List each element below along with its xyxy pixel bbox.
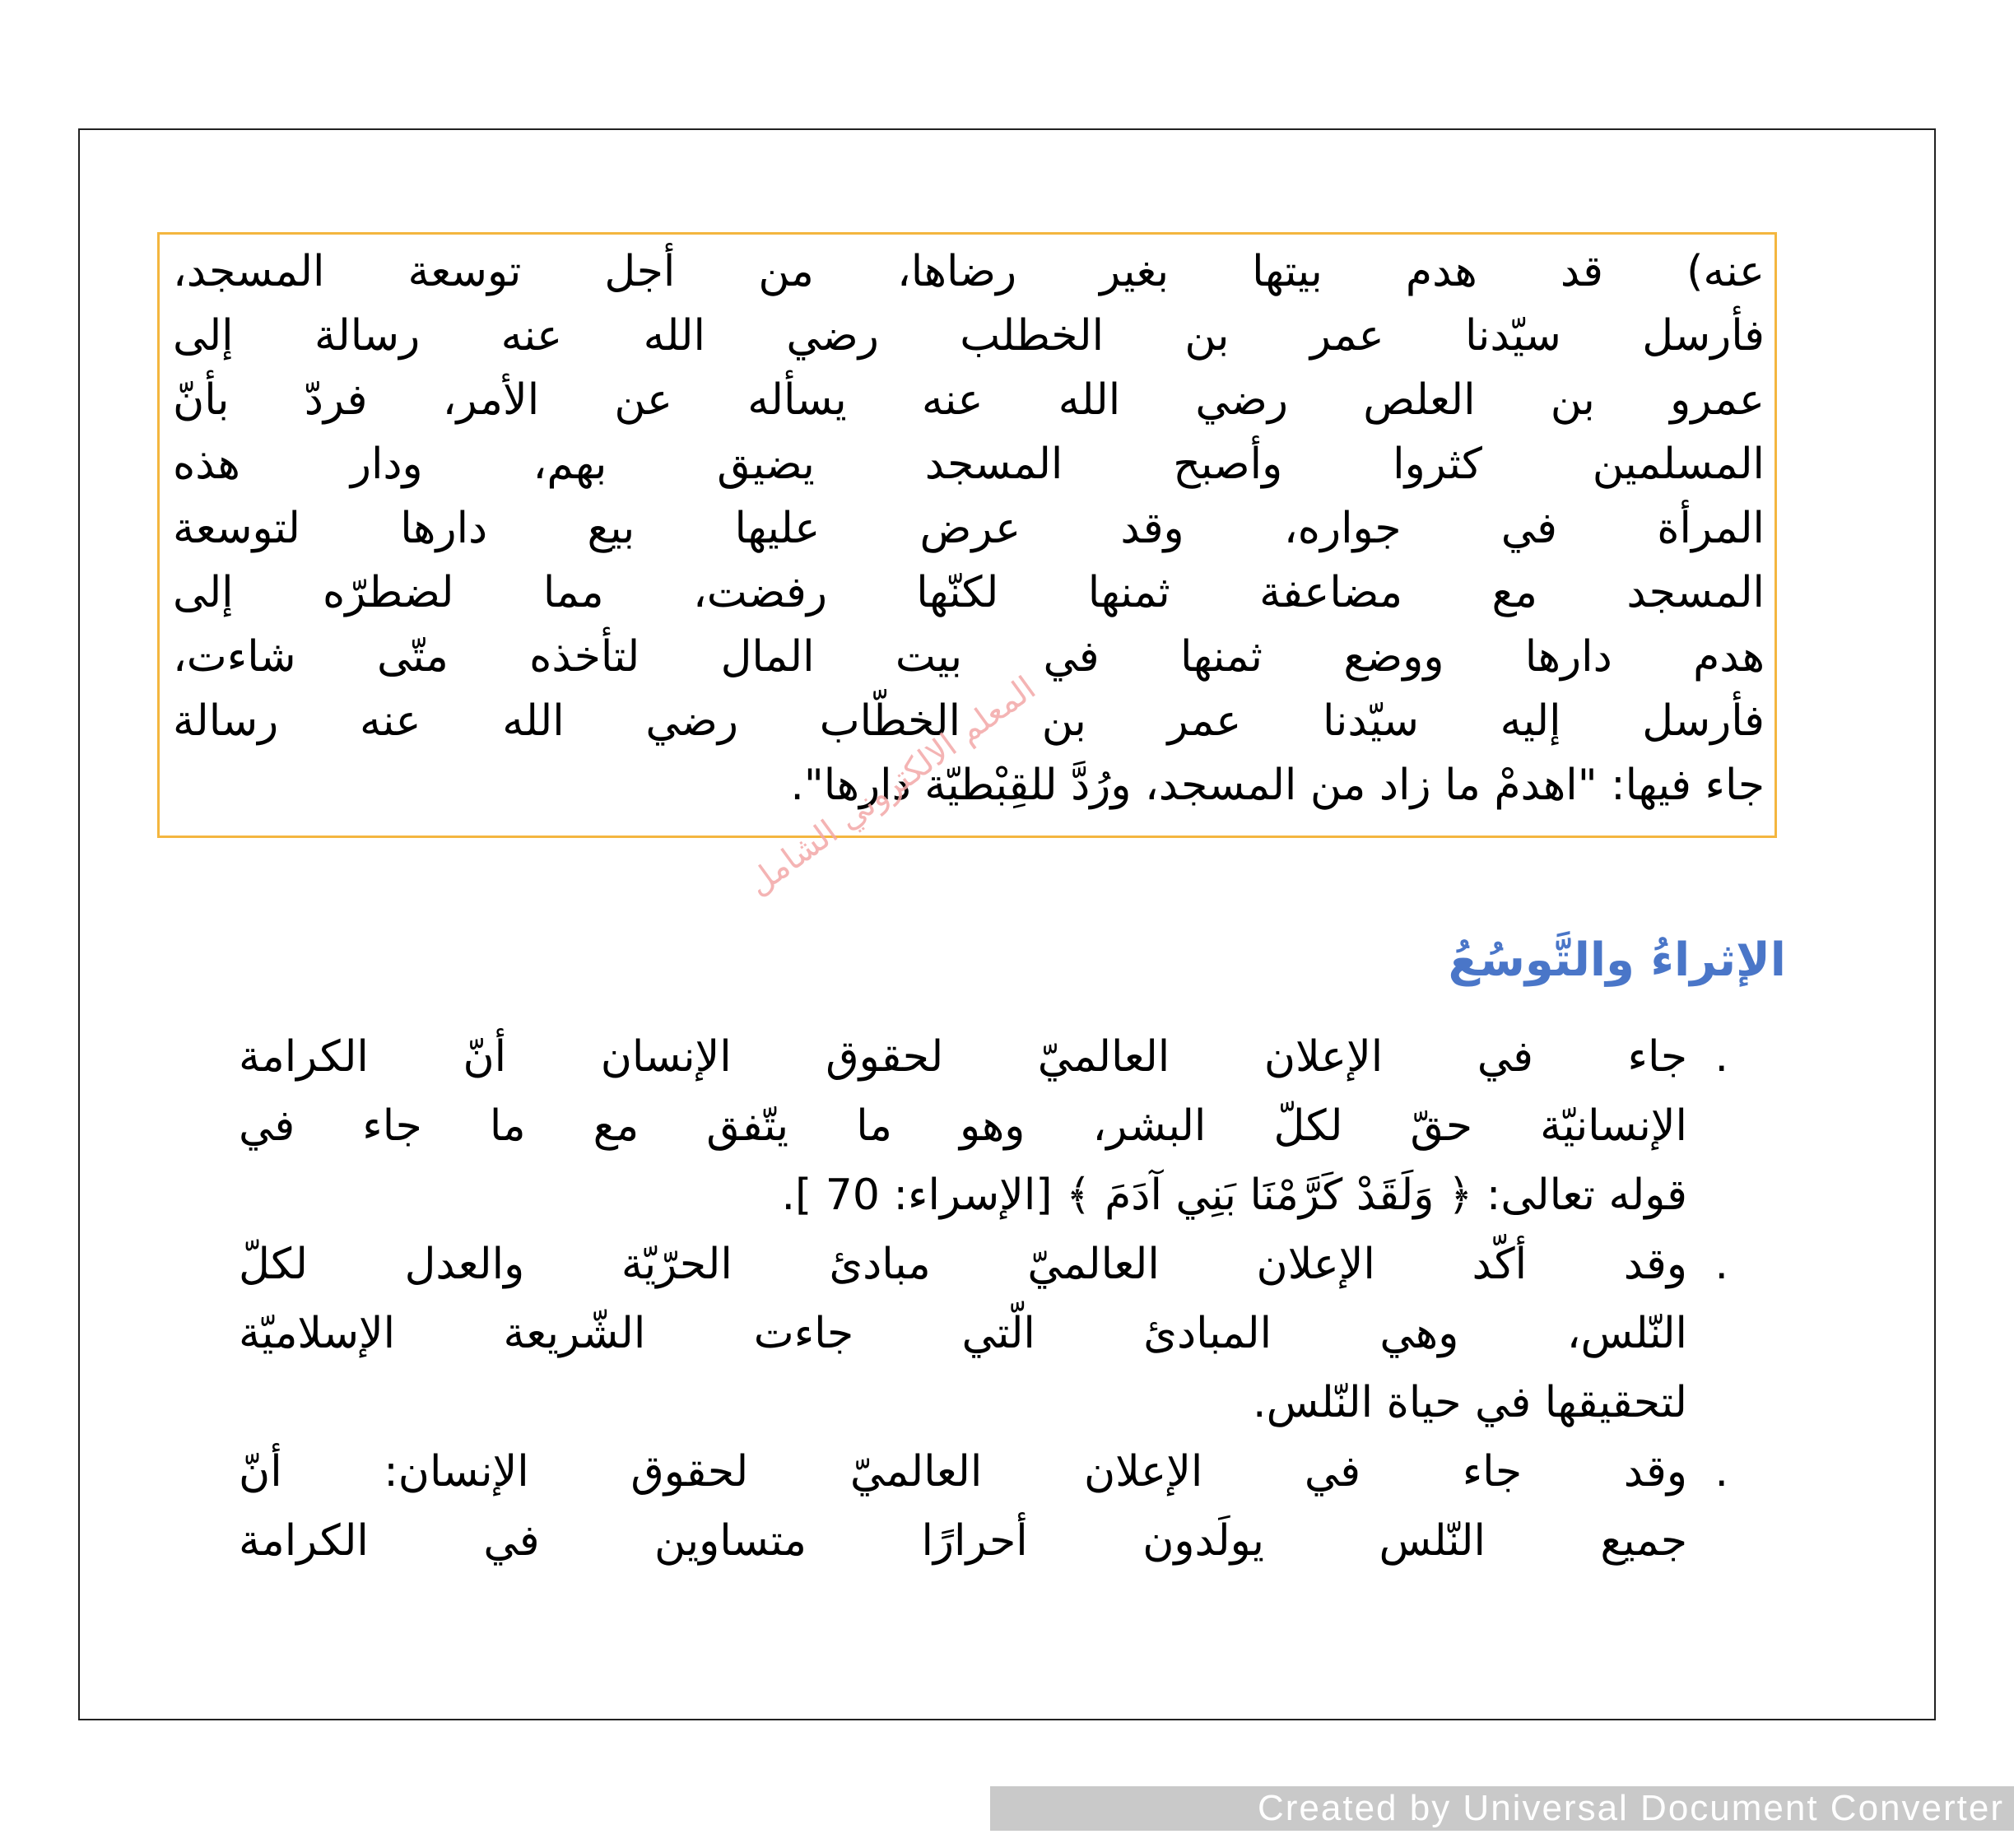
quote-line: هدم دارها ووضع ثمنها في بيت المال لتأخذه متّى شاءت،: [173, 632, 1765, 682]
bullet-line: قوله تعالى: ﴿ وَلَقَدْ كَرَّمْنَا بَنِي آدَمَ ﴾ [الإسراء: 70 ].: [781, 1171, 1687, 1220]
quote-line: عنه) قد هدم بيتها بغير رضاها، من أجل توسعة المسجد،: [173, 247, 1765, 296]
footer-text: Created by Universal Document Converter: [1257, 1788, 2004, 1828]
quote-line: فأرسل سيّدنا عمر بن الخطلب رضي الله عنه رسالة إلى: [173, 311, 1765, 361]
quote-line: جاء فيها: "اهدمْ ما زاد من المسجد، ورُدَّ للقِبْطيّة دارها".: [790, 761, 1765, 810]
bullet-marker: .: [1714, 1032, 1728, 1082]
quote-line: المسجد مع مضاعفة ثمنها لكنّها رفضت، مما لضطرّه إلى: [173, 568, 1765, 617]
bullet-list: [239, 1022, 1753, 1576]
bullet-marker: .: [1714, 1447, 1728, 1497]
bullet-marker: .: [1714, 1240, 1728, 1289]
quote-line: المرأة في جواره، وقد عرض عليها بيع دارها لتوسعة: [173, 504, 1765, 553]
bullet-item: [239, 1437, 1753, 1576]
bullet-line: جميع النّلس يولَدون أحرارًا متساوين في الكرامة: [239, 1516, 1687, 1566]
bullet-item: [239, 1230, 1753, 1437]
footer-banner: [990, 1786, 2014, 1831]
bullet-line: وقد جاء في الإعلان العالميّ لحقوق الإنسان: أنّ: [239, 1447, 1687, 1497]
quote-line: عمرو بن العلص رضي الله عنه يسأله عن الأمر، فردّ بأنّ: [173, 375, 1765, 425]
bullet-line: النّلس، وهي المبادئ الّتي جاءت الشّريعة الإسلاميّة: [239, 1309, 1687, 1358]
bullet-line: لتحقيقها في حياة النّلس.: [1253, 1378, 1687, 1427]
bullet-line: الإنسانيّة حقّ لكلّ البشر، وهو ما يتّفق مع ما جاء في: [239, 1101, 1687, 1151]
bullet-item: [239, 1022, 1753, 1230]
quote-line: فأرسل إليه سيّدنا عمر بن الخطّاب رضي الله عنه رسالة: [173, 696, 1765, 746]
section-heading: الإثراءُ والتَّوسُعُ: [1448, 933, 1786, 987]
quote-line: المسلمين كثروا وأصبح المسجد يضيق بهم، ودار هذه: [173, 440, 1765, 489]
bullet-line: وقد أكّد الإعلان العالميّ مبادئ الحرّيّة والعدل لكلّ: [239, 1240, 1687, 1289]
bullet-line: جاء في الإعلان العالميّ لحقوق الإنسان أنّ الكرامة: [239, 1032, 1687, 1082]
watermark-text: المعلم الالكتروني الشامل: [741, 669, 1043, 904]
